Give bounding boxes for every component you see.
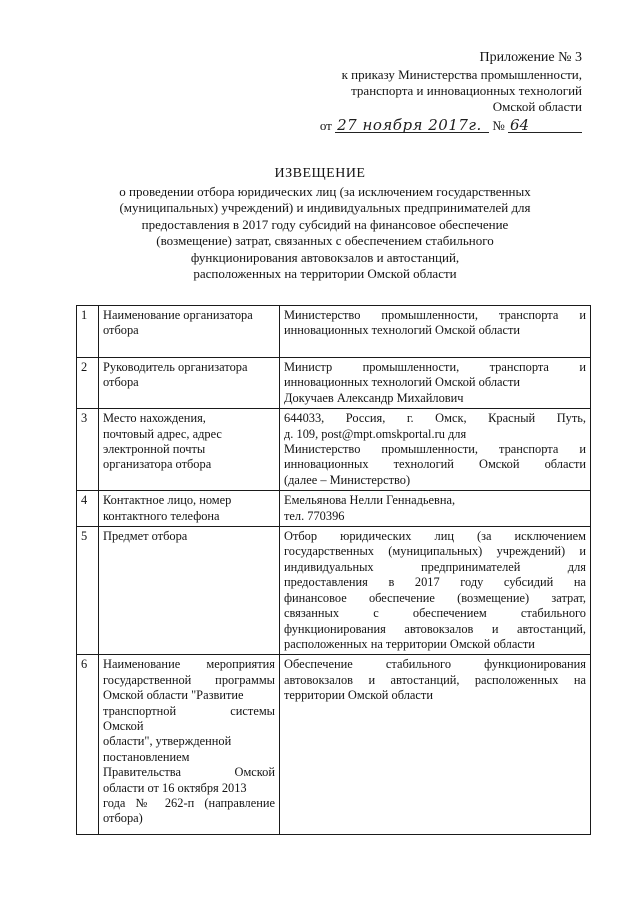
from-label: от — [319, 118, 332, 133]
label-line: Контактное лицо, номер — [103, 493, 232, 508]
number-label: № — [492, 118, 505, 133]
label-line: Наименование мероприятия — [103, 657, 275, 672]
label-line: постановлением — [103, 749, 190, 764]
value-line: Отбор юридических лиц (за исключением — [284, 529, 586, 544]
row-label — [99, 491, 280, 527]
row-number: 5 — [77, 527, 99, 655]
row-number: 1 — [77, 306, 99, 358]
value-line: Министр промышленности, транспорта и — [284, 360, 586, 374]
label-line: Предмет отбора — [103, 529, 188, 544]
row-number: 6 — [77, 655, 99, 835]
label-line: контактного телефона — [103, 508, 220, 523]
label-line: года № 262-п (направление — [103, 795, 275, 810]
label-line: отбора — [103, 375, 139, 390]
value-line: Министерство промышленности, транспорта и — [284, 308, 586, 322]
value-line: Обеспечение стабильного функционирования — [284, 657, 586, 672]
value-line: инновационных технологий Омской области — [284, 457, 586, 472]
value-line: расположенных на территории Омской области — [284, 636, 535, 651]
subtitle-line: функционирования автовокзалов и автостанций, — [190, 249, 460, 265]
value-line: 644033, Россия, г. Омск, Красный Путь, — [284, 411, 586, 426]
value-line: тел. 770396 — [284, 508, 345, 523]
order-number-handwritten: 64 — [508, 118, 582, 133]
label-line: Наименование организатора — [103, 308, 253, 322]
label-line: Руководитель организатора — [103, 360, 248, 374]
row-value — [280, 527, 591, 655]
subtitle-line: предоставления в 2017 году субсидий на финансовое обеспечение — [141, 216, 509, 232]
value-line: инновационных технологий Омской области — [284, 323, 521, 338]
label-line: Место нахождения, — [103, 411, 206, 426]
table-row — [77, 655, 591, 835]
value-line: инновационных технологий Омской области — [284, 375, 521, 390]
notice-table — [76, 305, 591, 835]
label-line: электронной почты — [103, 442, 206, 457]
value-line: индивидуальных предпринимателей для — [284, 559, 586, 574]
table-row — [77, 527, 591, 655]
appendix-header — [290, 50, 582, 134]
label-line: области", утвержденной — [103, 734, 232, 749]
label-line: отбора — [103, 323, 139, 338]
row-number: 4 — [77, 491, 99, 527]
subtitle-line: о проведении отбора юридических лиц (за исключением государственных — [119, 184, 531, 199]
label-line: отбора) — [103, 811, 143, 826]
value-line: финансовое обеспечение (возмещение) затрат, — [284, 590, 586, 605]
row-number: 3 — [77, 409, 99, 491]
row-value — [280, 655, 591, 835]
label-line: государственной программы — [103, 672, 275, 687]
row-value — [280, 409, 591, 491]
label-line: почтовый адрес, адрес — [103, 426, 222, 441]
appendix-ministry: транспорта и инновационных технологий — [351, 83, 582, 98]
value-line: государственных (муниципальных) учреждений) и — [284, 544, 586, 559]
label-line: Правительства Омской — [103, 765, 275, 780]
appendix-region: Омской области — [492, 99, 582, 114]
label-line: транспортной системы — [103, 703, 275, 718]
row-label — [99, 409, 280, 491]
table-row — [77, 491, 591, 527]
value-line: (далее – Министерство) — [284, 472, 411, 487]
row-label — [99, 527, 280, 655]
label-line: организатора отбора — [103, 457, 212, 472]
appendix-order-ref: к приказу Министерства промышленности, — [341, 67, 582, 82]
subtitle-line: (муниципальных) учреждений) и индивидуальных предпринимателей для — [119, 200, 531, 216]
row-label — [99, 358, 280, 409]
value-line: Министерство промышленности, транспорта и — [284, 442, 586, 457]
label-line: области от 16 октября 2013 — [103, 780, 247, 795]
row-value — [280, 358, 591, 409]
row-label — [99, 306, 280, 358]
value-line: территории Омской области — [284, 688, 433, 703]
value-line: д. 109, post@mpt.omskportal.ru для — [284, 426, 467, 441]
value-line: Докучаев Александр Михайлович — [284, 390, 464, 405]
order-date-handwritten: 27 ноября 2017г. — [335, 118, 489, 133]
table-row — [77, 358, 591, 409]
row-value — [280, 491, 591, 527]
row-number: 2 — [77, 358, 99, 409]
appendix-number: Приложение № 3 — [479, 50, 582, 65]
subtitle-line: расположенных на территории Омской области — [193, 266, 457, 282]
label-line: Омской — [103, 718, 144, 733]
value-line: функционирования автовокзалов и автостанций, — [284, 621, 586, 636]
value-line: связанных с обеспечением стабильного — [284, 606, 586, 621]
value-line: предоставления в 2017 году субсидий на — [284, 575, 586, 590]
table-row — [77, 306, 591, 358]
value-line: автовокзалов и автостанций, расположенных на — [284, 672, 586, 687]
subtitle-line: (возмещение) затрат, связанных с обеспечением стабильного — [156, 233, 494, 249]
value-line: Емельянова Нелли Геннадьевна, — [284, 493, 456, 508]
order-date-number — [290, 118, 582, 134]
label-line: Омской области "Развитие — [103, 688, 244, 703]
document-subtitle — [60, 184, 590, 282]
document-title: ИЗВЕЩЕНИЕ — [274, 166, 366, 181]
table-row — [77, 409, 591, 491]
row-label — [99, 655, 280, 835]
row-value — [280, 306, 591, 358]
